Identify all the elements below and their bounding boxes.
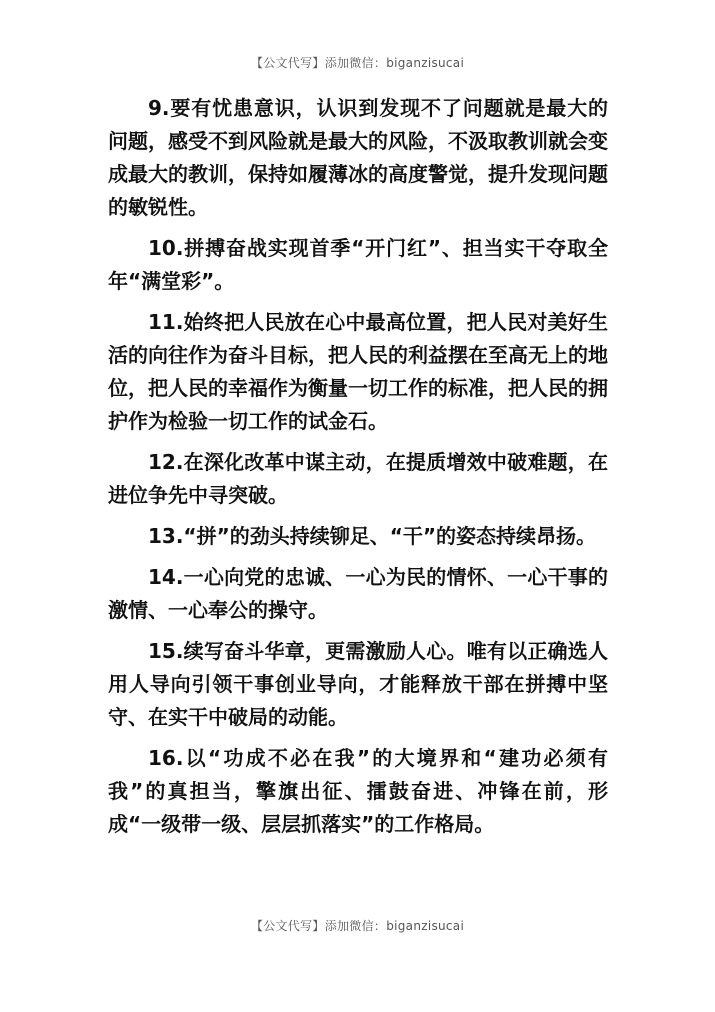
footer-watermark-note: 【公文代写】添加微信：biganzisucai bbox=[250, 919, 465, 933]
paragraph-13: 13.“拼”的劲头持续铆足、“干”的姿态持续昂扬。 bbox=[148, 524, 597, 548]
document-body bbox=[108, 92, 608, 849]
paragraph-10: 10.拼搏奋战实现首季“开门红”、担当实干夺取全年“满堂彩”。 bbox=[108, 236, 608, 293]
paragraph-15: 15.续写奋斗华章，更需激励人心。唯有以正确选人用人导向引领干事创业导向，才能释放干部在拼搏中坚守、在实干中破局的动能。 bbox=[108, 639, 608, 729]
paragraph-9: 9.要有忧患意识，认识到发现不了问题就是最大的问题，感受不到风险就是最大的风险，不汲取教训就会变成最大的教训，保持如履薄冰的高度警觉，提升发现问题的敏锐性。 bbox=[108, 96, 608, 219]
header-watermark-note: 【公文代写】添加微信：biganzisucai bbox=[250, 56, 465, 70]
paragraph-16: 16.以“功成不必在我”的大境界和“建功必须有我”的真担当，擎旗出征、擂鼓奋进、冲锋在前，形成“一级带一级、层层抓落实”的工作格局。 bbox=[108, 746, 608, 836]
paragraph-14: 14.一心向党的忠诚、一心为民的情怀、一心干事的激情、一心奉公的操守。 bbox=[108, 565, 608, 622]
paragraph-12: 12.在深化改革中谋主动，在提质增效中破难题，在进位争先中寻突破。 bbox=[108, 450, 608, 507]
paragraph-11: 11.始终把人民放在心中最高位置，把人民对美好生活的向往作为奋斗目标，把人民的利益摆在至高无上的地位，把人民的幸福作为衡量一切工作的标准，把人民的拥护作为检验一切工作的试金石。 bbox=[108, 310, 608, 433]
